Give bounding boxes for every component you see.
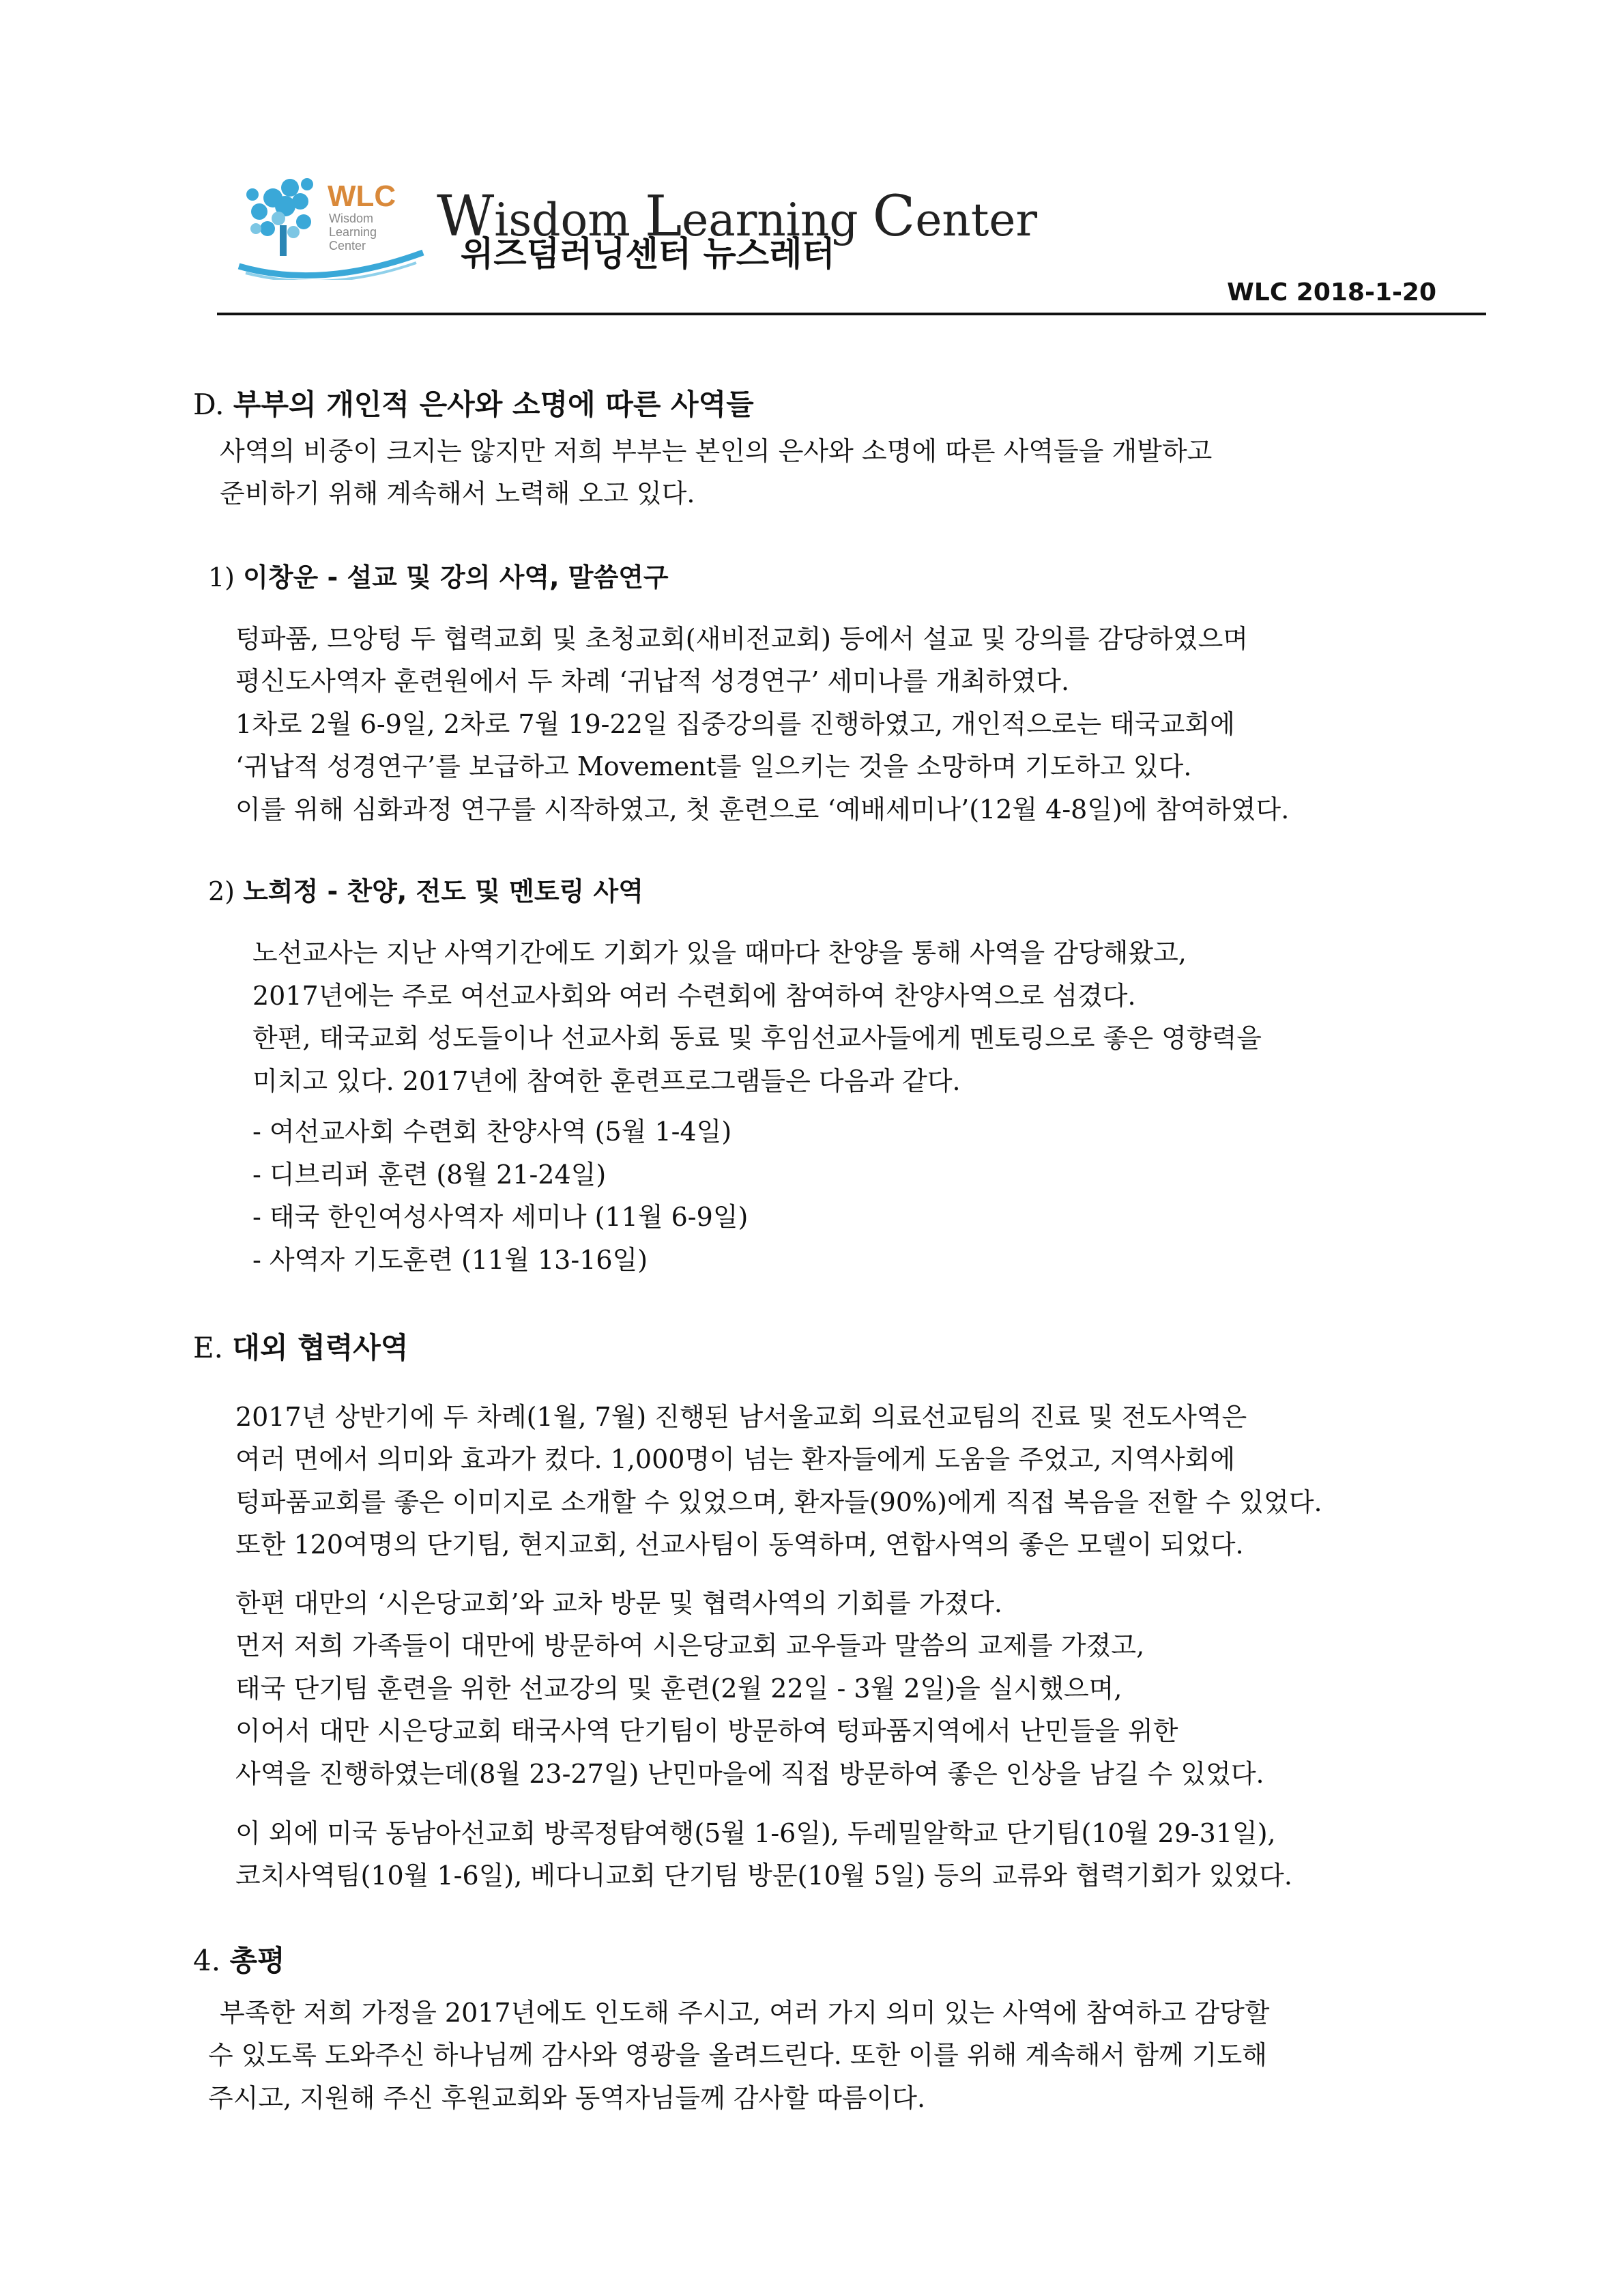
section-e-line: 코치사역팀(10월 1-6일), 베다니교회 단기팀 방문(10월 5일) 등의 교류와 협력기회가 있었다. [235,1861,1292,1891]
subsection-1-heading: 1) 이창운 - 설교 및 강의 사역, 말씀연구 [208,562,669,592]
section-e-line: 이어서 대만 시은당교회 태국사역 단기팀이 방문하여 텅파품지역에서 난민들을 위한 [235,1716,1178,1746]
subsection-1-line: 이를 위해 심화과정 연구를 시작하였고, 첫 훈련으로 ‘예배세미나’(12월 4-8일)에 참여하였다. [235,794,1290,824]
section-e-line: 한편 대만의 ‘시은당교회’와 교차 방문 및 협력사역의 기회를 가졌다. [235,1588,1002,1618]
header-divider [217,313,1486,315]
section-d-intro-line: 준비하기 위해 계속해서 노력해 오고 있다. [220,478,695,508]
section-e-line: 또한 120여명의 단기팀, 현지교회, 선교사팀이 동역하며, 연합사역의 좋은 모델이 되었다. [235,1530,1244,1560]
logo-abbr: WLC [328,180,396,213]
subsection-2-line: 한편, 태국교회 성도들이나 선교사회 동료 및 후임선교사들에게 멘토링으로 좋은 영향력을 [252,1023,1262,1053]
section-e-line: 이 외에 미국 동남아선교회 방콕정탐여행(5월 1-6일), 두레밀알학교 단기팀(10월 29-31일), [235,1818,1276,1848]
section-e-heading: E. 대외 협력사역 [193,1331,409,1364]
brand-name-english: Wisdom Learning Center [437,184,1038,249]
brand-name-korean: 위즈덤러닝센터 뉴스레터 [461,234,835,274]
issue-number: WLC 2018-1-20 [1227,278,1436,306]
section-e-line: 2017년 상반기에 두 차례(1월, 7월) 진행된 남서울교회 의료선교팀의 진료 및 전도사역은 [235,1402,1247,1432]
section-d-intro-line: 사역의 비중이 크지는 않지만 저희 부부는 본인의 은사와 소명에 따른 사역들을 개발하고 [220,436,1213,466]
logo-line1: Wisdom [329,212,374,225]
subsection-2-line: 2017년에는 주로 여선교사회와 여러 수련회에 참여하여 찬양사역으로 섬겼다. [252,981,1136,1011]
section-e-line: 여러 면에서 의미와 효과가 컸다. 1,000명이 넘는 환자들에게 도움을 주었고, 지역사회에 [235,1444,1236,1474]
subsection-1-line: 텅파품, 므앙텅 두 협력교회 및 초청교회(새비전교회) 등에서 설교 및 강의를 감당하였으며 [235,624,1249,654]
section-4-heading: 4. 총평 [193,1944,285,1977]
section-e-line: 사역을 진행하였는데(8월 23-27일) 난민마을에 직접 방문하여 좋은 인상을 남길 수 있었다. [235,1759,1264,1789]
subsection-2-heading: 2) 노희정 - 찬양, 전도 및 멘토링 사역 [208,876,643,906]
subsection-1-line: 1차로 2월 6-9일, 2차로 7월 19-22일 집중강의를 진행하였고, 개인적으로는 태국교회에 [235,709,1235,739]
summary-line: 주시고, 지원해 주신 후원교회와 동역자님들께 감사할 따름이다. [208,2083,926,2113]
logo-line2: Learning [329,225,377,239]
program-list-item: - 디브리퍼 훈련 (8월 21-24일) [252,1160,607,1190]
subsection-2-line: 미치고 있다. 2017년에 참여한 훈련프로그램들은 다음과 같다. [252,1066,961,1096]
section-e-line: 먼저 저희 가족들이 대만에 방문하여 시은당교회 교우들과 말씀의 교제를 가졌고, [235,1631,1145,1661]
section-e-line: 태국 단기팀 훈련을 위한 선교강의 및 훈련(2월 22일 - 3월 2일)을 실시했으며, [235,1674,1122,1704]
subsection-1-line: ‘귀납적 성경연구’를 보급하고 Movement를 일으키는 것을 소망하며 기도하고 있다. [235,751,1192,781]
subsection-2-line: 노선교사는 지난 사역기간에도 기회가 있을 때마다 찬양을 통해 사역을 감당해왔고, [252,938,1187,968]
program-list-item: - 사역자 기도훈련 (11월 13-16일) [252,1245,648,1275]
program-list-item: - 태국 한인여성사역자 세미나 (11월 6-9일) [252,1202,749,1232]
summary-line: 부족한 저희 가정을 2017년에도 인도해 주시고, 여러 가지 의미 있는 사역에 참여하고 감당할 [220,1998,1270,2028]
newsletter-header [225,157,1488,321]
program-list-item: - 여선교사회 수련회 찬양사역 (5월 1-4일) [252,1117,732,1147]
wlc-logo [225,164,430,280]
subsection-1-line: 평신도사역자 훈련원에서 두 차례 ‘귀납적 성경연구’ 세미나를 개최하였다. [235,666,1070,696]
logo-line3: Center [329,239,366,253]
section-e-line: 텅파품교회를 좋은 이미지로 소개할 수 있었으며, 환자들(90%)에게 직접 복음을 전할 수 있었다. [235,1487,1322,1517]
summary-line: 수 있도록 도와주신 하나님께 감사와 영광을 올려드린다. 또한 이를 위해 계속해서 함께 기도해 [208,2040,1267,2070]
section-d-heading: D. 부부의 개인적 은사와 소명에 따른 사역들 [193,388,754,421]
